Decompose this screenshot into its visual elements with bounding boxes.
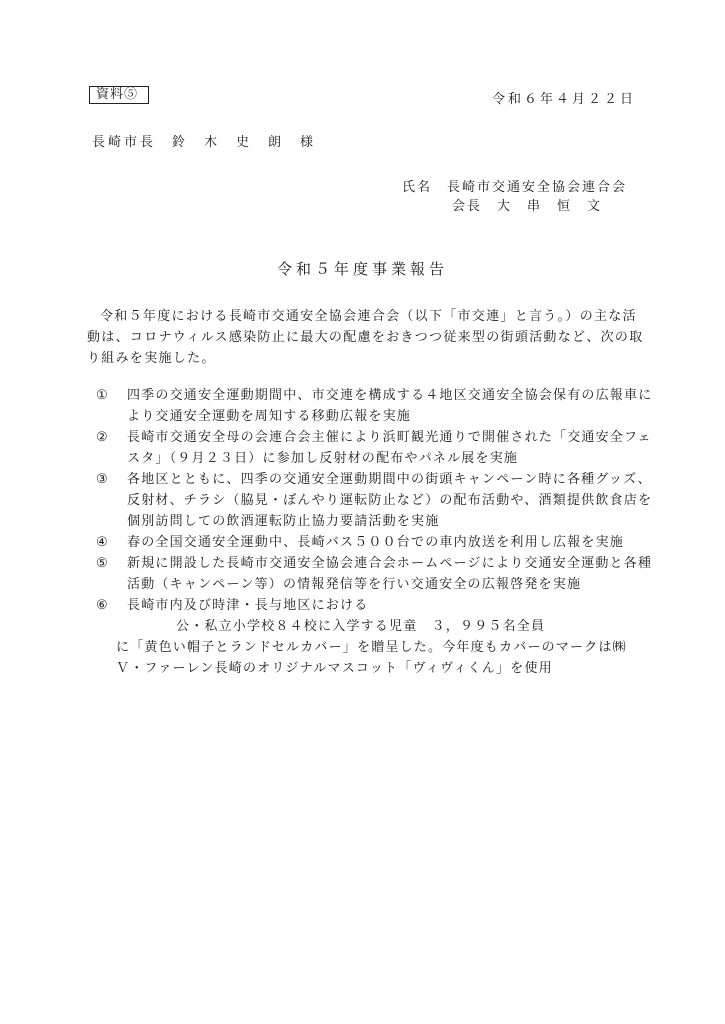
item-number: ⑥ <box>96 598 109 613</box>
item-number: ④ <box>96 535 109 550</box>
document-date: 令和６年４月２２日 <box>492 92 637 107</box>
item-text: 四季の交通安全運動期間中、市交連を構成する４地区交通安全協会保有の広報車により交通安全運動を周知する移動広報を実施 <box>127 388 653 424</box>
list-item-6-first-line <box>96 595 656 616</box>
list-item <box>96 532 656 553</box>
item-text-line-3: に「黄色い帽子とランドセルカバー」を贈呈した。今年度もカバーのマークは㈱ <box>116 640 627 655</box>
sender-title: 会長 大 串 恒 文 <box>452 199 603 214</box>
document-title: 令和５年度事業報告 <box>276 260 448 278</box>
item-number: ② <box>96 430 109 445</box>
list-item <box>96 553 656 595</box>
intro-paragraph: 令和５年度における長崎市交通安全協会連合会（以下「市交連」と言う。）の主な活動は、コロナウィルス感染防止に最大の配慮をおきつつ従来型の街頭活動など、次の取り組みを実施した。 <box>87 309 644 366</box>
item-text-line-4: Ｖ・ファーレン長崎のオリジナルマスコット「ヴィヴィくん」を使用 <box>116 661 553 676</box>
item-number: ① <box>96 388 109 403</box>
activity-list <box>96 385 656 679</box>
list-item-6 <box>96 595 656 679</box>
item-text: 春の全国交通安全運動中、長崎バス５００台での車内放送を利用し広報を実施 <box>127 535 625 550</box>
list-item <box>96 385 656 427</box>
list-item <box>96 469 656 532</box>
recipient: 長崎市長 鈴 木 史 朗 様 <box>92 135 317 150</box>
item-text: 長崎市内及び時津・長与地区における <box>127 598 369 613</box>
item-text-line-2: 公・私立小学校８４校に入学する児童 ３，９９５名全員 <box>176 619 546 634</box>
sender-name: 氏名 長崎市交通安全協会連合会 <box>402 180 628 195</box>
item-number: ③ <box>96 472 109 487</box>
item-text: 各地区とともに、四季の交通安全運動期間中の街頭キャンペーン時に各種グッズ、反射材、チラシ（脇見・ぼんやり運転防止など）の配布活動や、酒類提供飲食店を個別訪問しての飲酒運転防止協力要請活動を実施 <box>127 472 653 529</box>
item-text: 新規に開設した長崎市交通安全協会連合会ホームページにより交通安全運動と各種活動（キャンペーン等）の情報発信等を行い交通安全の広報啓発を実施 <box>127 556 653 592</box>
item-number: ⑤ <box>96 556 109 571</box>
document-label: 資料⑤ <box>89 86 149 104</box>
list-item <box>96 427 656 469</box>
item-text: 長崎市交通安全母の会連合会主催により浜町観光通りで開催された「交通安全フェスタ」（９月２３日）に参加し反射材の配布やパネル展を実施 <box>127 430 652 466</box>
